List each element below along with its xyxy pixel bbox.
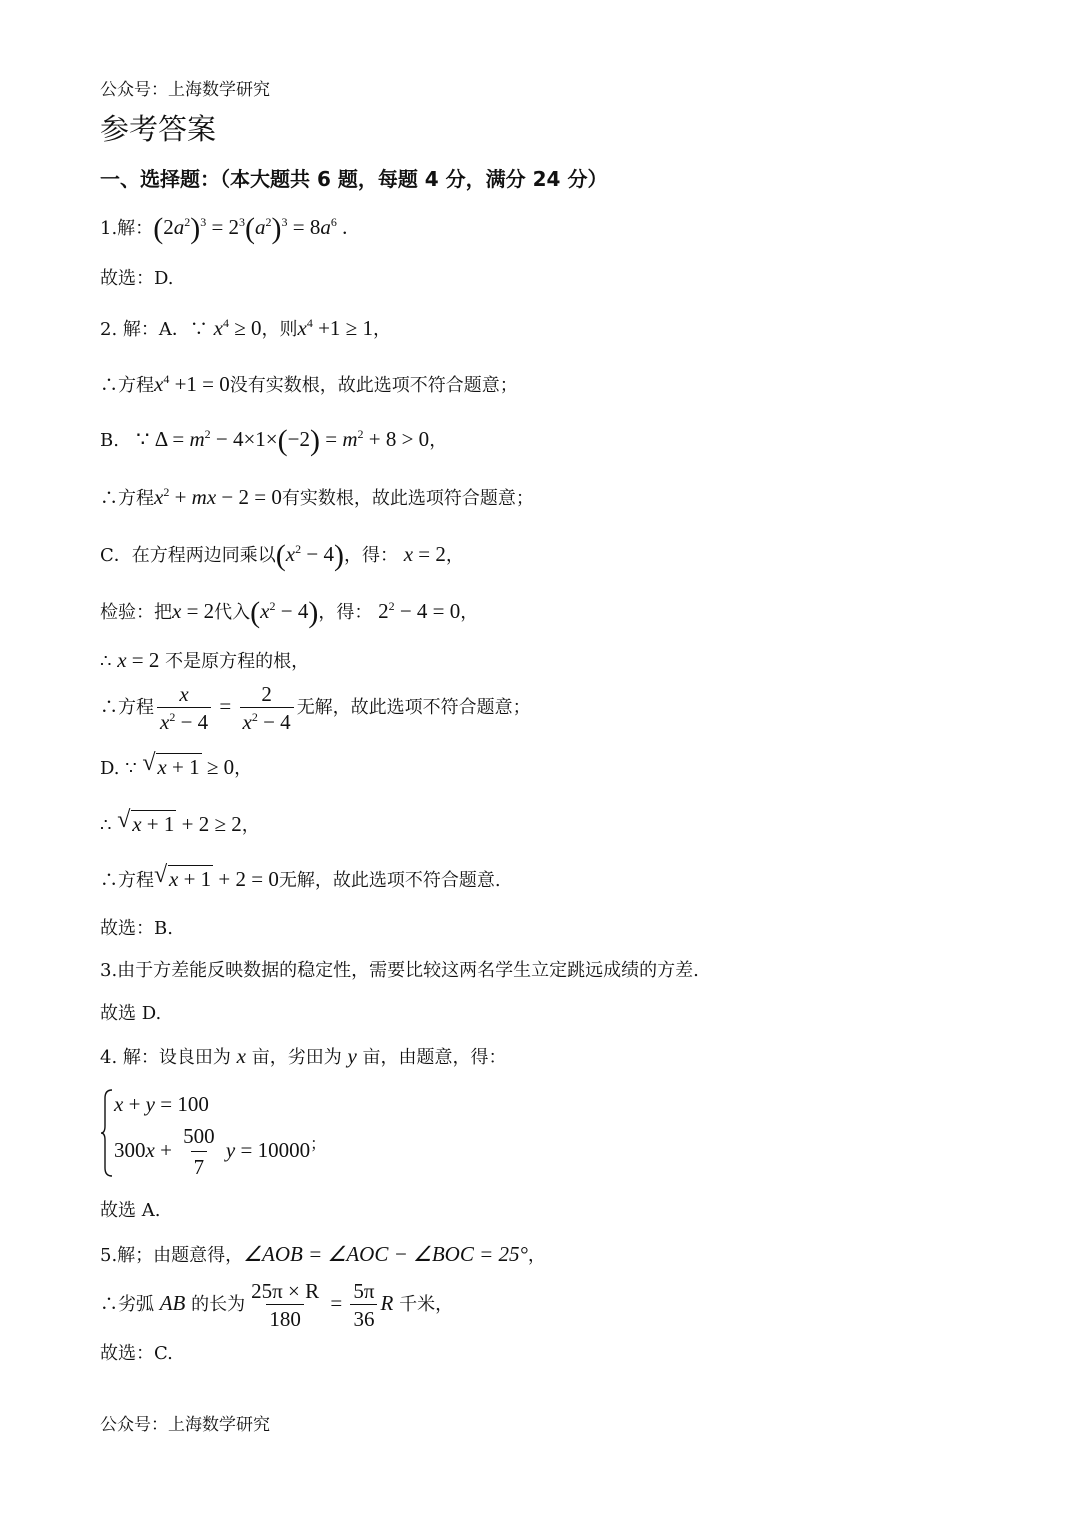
q4-eq2: 300x + $\frac{500}{7}$ y = 10000； (114, 1124, 327, 1179)
q1-choice: 故选：D. (100, 268, 174, 289)
q2-line5: C．在方程两边同乘以$(x^2 - 4)$，得： x = 2， (100, 539, 464, 572)
q3-text: 3.由于方差能反映数据的稳定性，需要比较这两名学生立定跳远成绩的方差. (100, 960, 699, 981)
q2-line1: 2. 解：A．∵ $x^4 \ge 0$，则$x^4 +1 \ge 1$， (100, 316, 391, 340)
q2-line4: ∴方程$x^2$ + mx − 2 = 0有实数根，故此选项符合题意； (100, 485, 534, 509)
q2-line3: B. ∵ $\Delta = m^2 - 4\times 1\times(-2) = m^2 + 8 > 0$， (100, 424, 448, 457)
q3-choice: 故选 D. (100, 1003, 162, 1024)
page-footer: 公众号：上海数学研究 (100, 1415, 270, 1435)
section-heading: 一、选择题：（本大题共 6 题，每题 4 分，满分 24 分） (100, 167, 608, 191)
q2-line7: ∴ x = 2 不是原方程的根， (100, 648, 310, 672)
q5-choice: 故选：C. (100, 1343, 173, 1364)
page-title: 参考答案 (100, 112, 217, 146)
q2-line11: ∴方程 √ x + 1 + 2 = 0无解，故此选项不符合题意. (100, 862, 501, 891)
q2-choice: 故选：B. (100, 918, 173, 939)
q2-line10: ∴ √ x + 1 + 2 ≥ 2， (100, 807, 260, 836)
q5-line1: 5.解；由题意得，∠AOB = ∠AOC − ∠BOC = 25°， (100, 1242, 546, 1266)
q2-line9: D. ∵ √ x + 1 ≥ 0， (100, 750, 253, 779)
q4-eq1: x + y = 100 (114, 1092, 209, 1116)
q5-line2: ∴劣弧 AB 的长为 $\frac{25\pi \times R}{180}$ = $\frac{5\pi}{36}$ R 千米， (100, 1279, 454, 1331)
q2-line2: ∴方程$x^4 +1 = 0$没有实数根，故此选项不符合题意； (100, 372, 518, 396)
q4-equation-system (100, 1088, 440, 1180)
page-header: 公众号：上海数学研究 (100, 80, 270, 100)
q4-line1: 4. 解：设良田为 x 亩，劣田为 y 亩，由题意，得： (100, 1044, 507, 1068)
q4-choice: 故选 A. (100, 1200, 161, 1221)
q2-line6: 检验：把x = 2代入$(x^2 - 4)$，得： $2^2 - 4 = 0$， (100, 596, 479, 629)
left-brace-icon (100, 1088, 114, 1178)
q1-solution: 1.解：$(2a^2)^3 = 2^3(a^2)^3 = 8a^6$ . (100, 212, 348, 245)
q2-line8: ∴方程 $\frac{x}{x^2 - 4}$ = $\frac{2}{x^2 - 4}$ 无解，故此选项不符合题意； (100, 682, 531, 734)
